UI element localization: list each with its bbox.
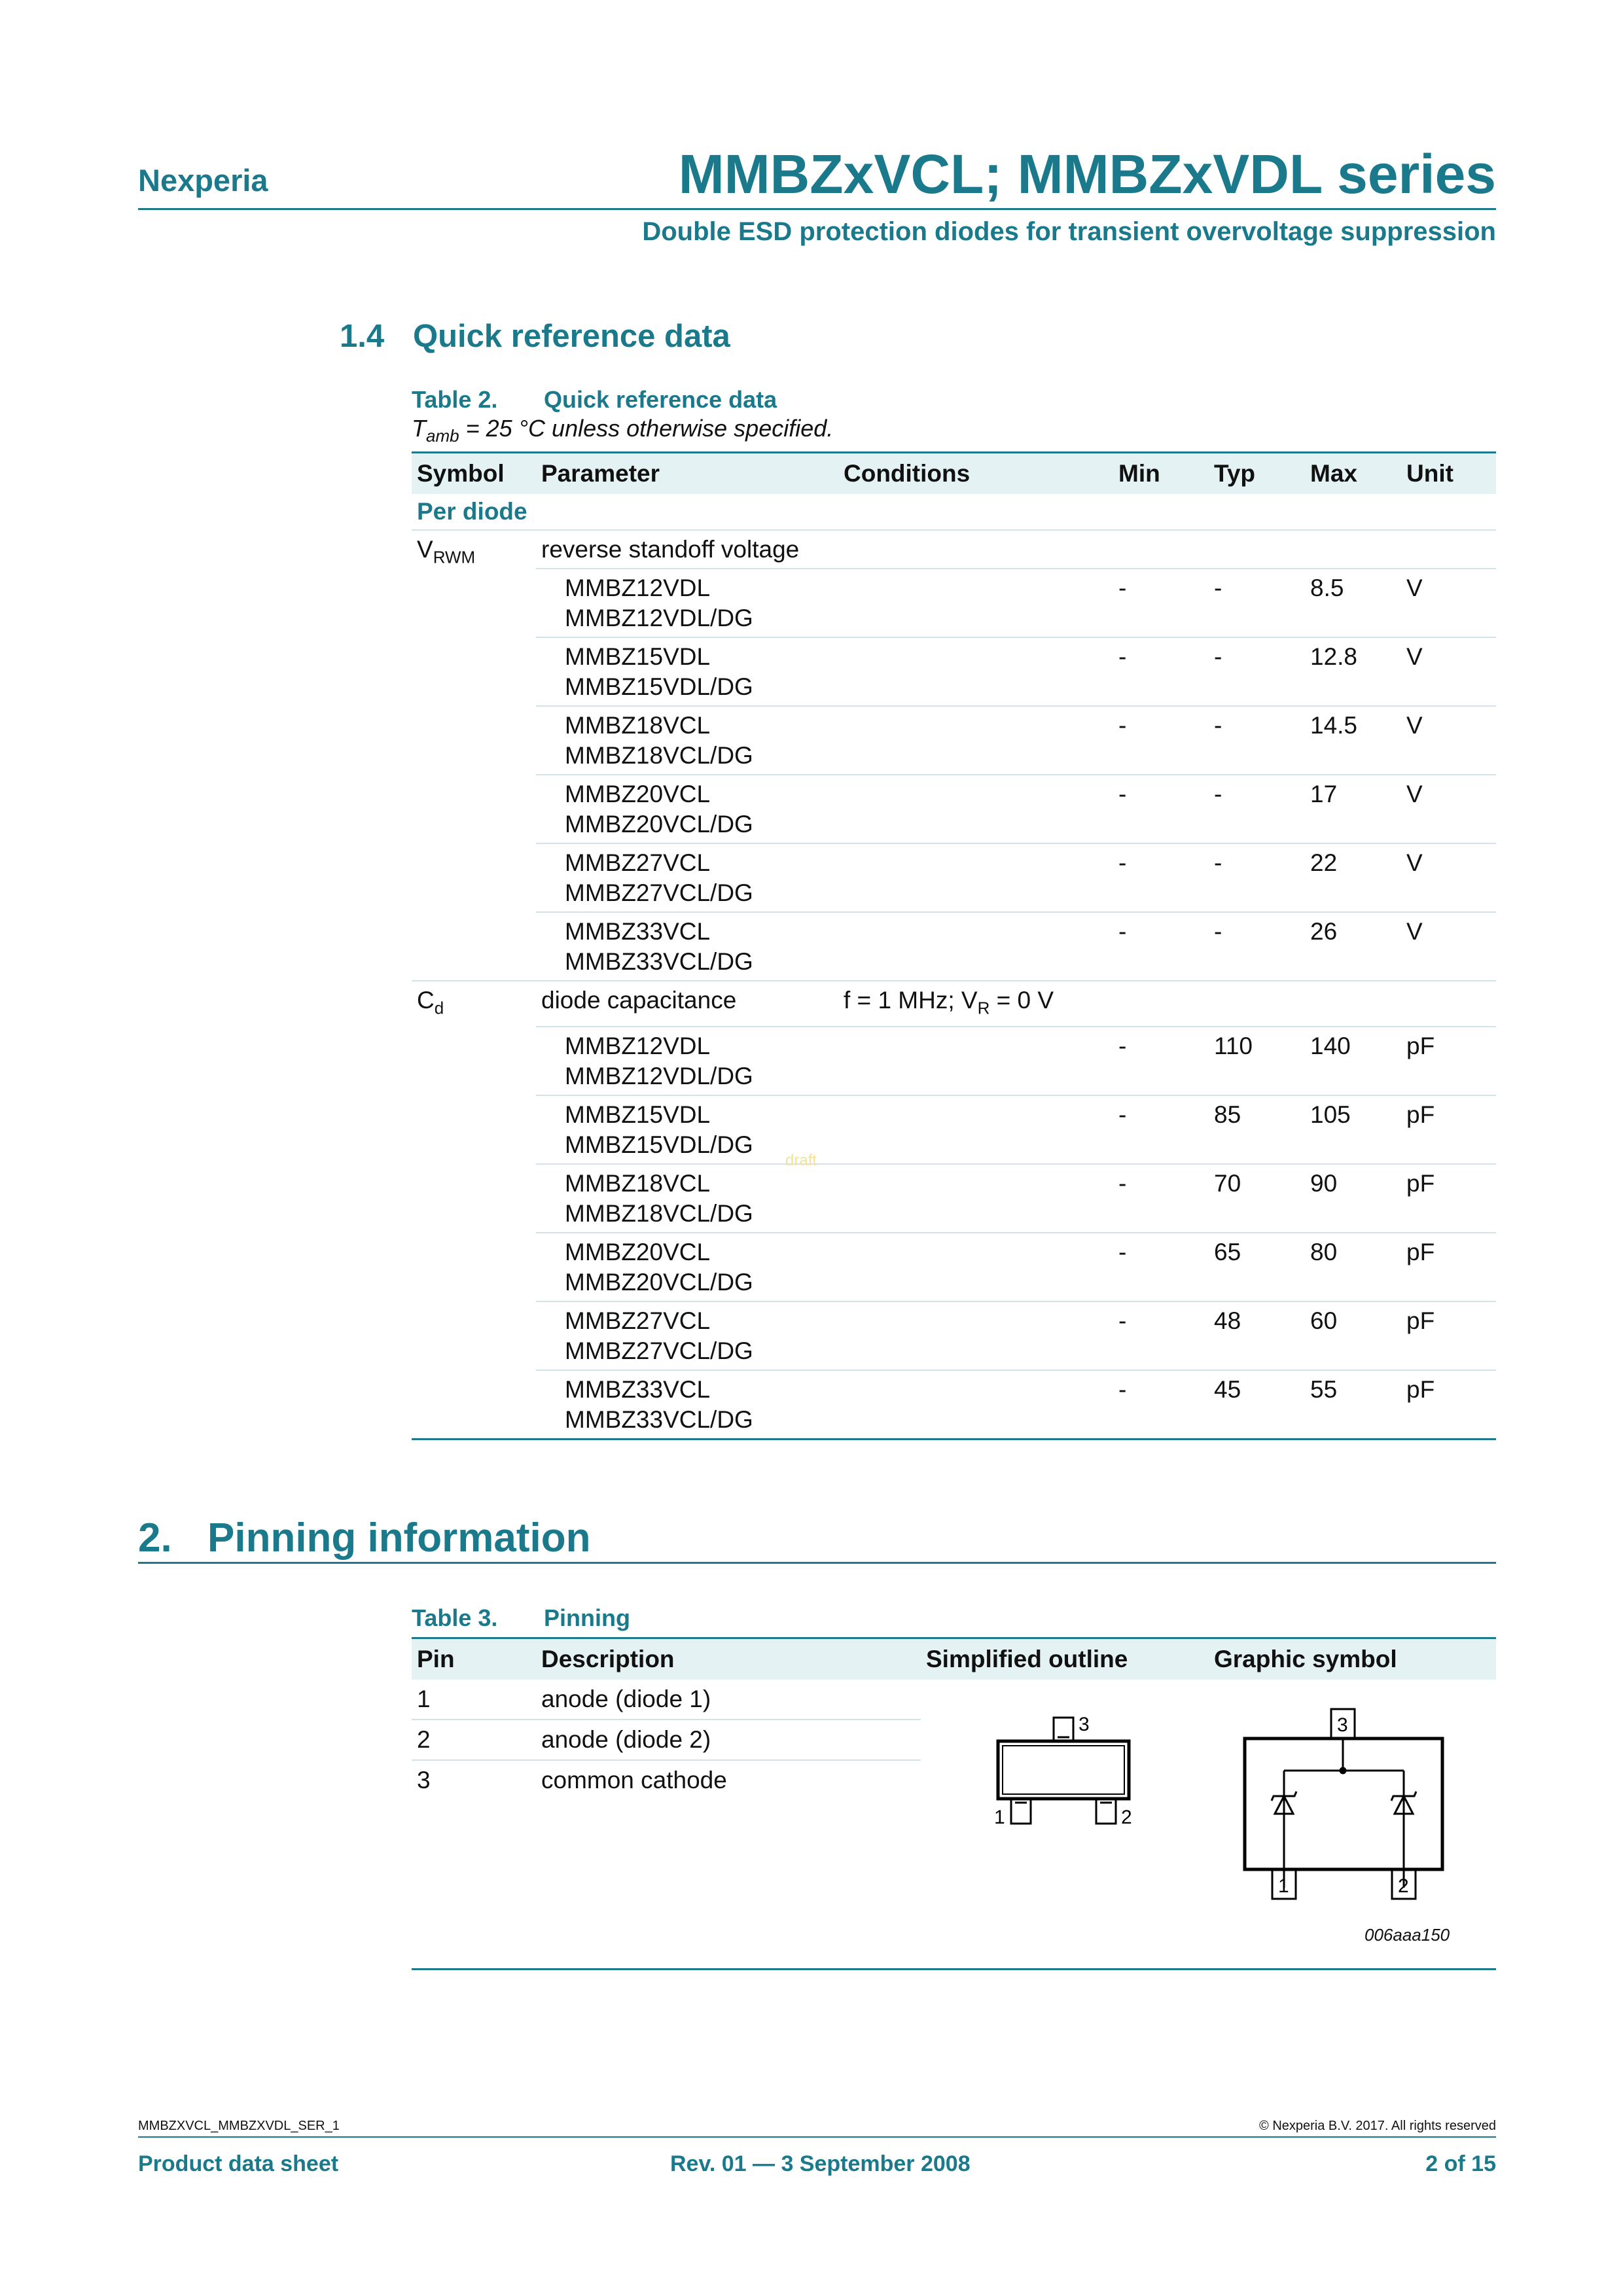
table3-bottom-rule [412,1968,1496,1970]
type-cell: MMBZ18VCL MMBZ18VCL/DG [536,706,838,775]
outline-pin3-label: 3 [1079,1714,1090,1735]
symbol-vrwm: $V_{RWM}$ [412,530,536,981]
min-cell: - [1113,775,1209,843]
table-row [412,1301,1496,1370]
section-heading-pinning [138,1515,591,1561]
min-cell: - [1113,1301,1209,1370]
footer-copyright: © Nexperia B.V. 2017. All rights reserved [1259,2119,1496,2133]
footer-revision: Rev. 01 — 3 September 2008 [670,2151,971,2176]
max-cell: 12.8 [1305,637,1401,706]
type-cell: MMBZ20VCL MMBZ20VCL/DG [536,775,838,843]
typ-cell: 70 [1209,1164,1305,1233]
description-cell: anode (diode 1) [541,1686,711,1712]
section-title: Pinning information [207,1515,591,1561]
watermark: draft [785,1152,817,1169]
type-cell: MMBZ33VCL MMBZ33VCL/DG [536,912,838,981]
table2-number: Table 2. [412,386,498,413]
pin-cell: 2 [412,1720,536,1760]
pin-cell: 3 [412,1760,536,1800]
unit-cell: pF [1401,1301,1496,1370]
outline-pin2-label: 2 [1121,1807,1132,1828]
unit-cell: V [1401,912,1496,981]
type-cell: MMBZ27VCL MMBZ27VCL/DG [536,843,838,912]
col-header-typ: Typ [1214,460,1256,487]
table-row [412,1233,1496,1301]
typ-cell: - [1209,912,1305,981]
min-cell: - [1113,1027,1209,1095]
table2-title: Quick reference data [544,386,777,413]
min-cell: - [1113,843,1209,912]
footer-document-type: Product data sheet [138,2151,339,2176]
typ-cell: - [1209,843,1305,912]
table-row [412,1027,1496,1095]
symbol-pin3-label: 3 [1337,1714,1348,1736]
symbol-cd: $C_d$ [412,981,536,1439]
typ-cell: 65 [1209,1233,1305,1301]
conditions-cd: f = 1 MHz; $V_R = 0$ V [838,981,1209,1027]
unit-cell: pF [1401,1164,1496,1233]
col-header-symbol: Symbol [417,460,505,487]
type-cell: MMBZ15VDL MMBZ15VDL/DG [536,637,838,706]
footer-divider [138,2136,1496,2138]
type-cell: MMBZ20VCL MMBZ20VCL/DG [536,1233,838,1301]
table-row [412,1095,1496,1164]
unit-cell: V [1401,637,1496,706]
max-cell: 22 [1305,843,1401,912]
col-header-parameter: Parameter [541,460,660,487]
figure-code: 006aaa150 [1364,1925,1450,1945]
min-cell: - [1113,1164,1209,1233]
table-header-row [412,1638,1496,1680]
type-cell: MMBZ12VDL MMBZ12VDL/DG [536,569,838,637]
type-cell: MMBZ12VDL MMBZ12VDL/DG [536,1027,838,1095]
document-title: MMBZxVCL; MMBZxVDL series [678,143,1496,205]
table3-caption [412,1604,630,1632]
min-cell: - [1113,637,1209,706]
col-header-description: Description [541,1646,675,1672]
max-cell: 80 [1305,1233,1401,1301]
section-heading-quick-reference [340,318,730,355]
type-cell: MMBZ18VCL MMBZ18VCL/DG [536,1164,838,1233]
min-cell: - [1113,912,1209,981]
typ-cell: 110 [1209,1027,1305,1095]
min-cell: - [1113,1095,1209,1164]
max-cell: 90 [1305,1164,1401,1233]
typ-cell: - [1209,569,1305,637]
unit-cell: V [1401,569,1496,637]
footer-page-number: 2 of 15 [1425,2151,1496,2176]
col-header-symbol: Graphic symbol [1214,1646,1397,1672]
unit-cell: pF [1401,1233,1496,1301]
max-cell: 8.5 [1305,569,1401,637]
max-cell: 26 [1305,912,1401,981]
table2-note [412,415,833,446]
document-subtitle: Double ESD protection diodes for transient overvoltage suppression [642,217,1496,246]
parameter-vrwm: reverse standoff voltage [536,530,838,569]
typ-cell: - [1209,706,1305,775]
min-cell: - [1113,706,1209,775]
description-cell: anode (diode 2) [536,1720,921,1760]
graphic-symbol-figure [1237,1708,1459,1914]
unit-cell: pF [1401,1370,1496,1439]
brand-name: Nexperia [138,163,268,198]
min-cell: - [1113,569,1209,637]
unit-cell: V [1401,775,1496,843]
unit-cell: V [1401,706,1496,775]
description-cell: common cathode [536,1760,921,1800]
package-body [998,1741,1129,1799]
group-row [412,494,1496,530]
col-header-min: Min [1118,460,1160,487]
max-cell: 17 [1305,775,1401,843]
unit-cell: pF [1401,1027,1496,1095]
table-row [412,637,1496,706]
outline-pin1-label: 1 [994,1807,1005,1828]
col-header-max: Max [1310,460,1357,487]
section-number: 2. [138,1515,172,1561]
group-label: Per diode [417,498,527,525]
max-cell: 140 [1305,1027,1401,1095]
header-divider [138,208,1496,210]
table-row [412,912,1496,981]
type-cell: MMBZ27VCL MMBZ27VCL/DG [536,1301,838,1370]
col-header-pin: Pin [417,1646,455,1672]
typ-cell: 48 [1209,1301,1305,1370]
table3-title: Pinning [544,1604,630,1631]
table-row [412,706,1496,775]
table-row [412,843,1496,912]
unit-cell: V [1401,843,1496,912]
table-header-row [412,453,1496,495]
symbol-pin1-label: 1 [1278,1875,1289,1897]
min-cell: - [1113,1233,1209,1301]
footer-document-id: MMBZXVCL_MMBZXVDL_SER_1 [138,2119,340,2133]
col-header-outline: Simplified outline [926,1646,1128,1672]
table-row [412,569,1496,637]
typ-cell: 85 [1209,1095,1305,1164]
symbol-pin2-label: 2 [1398,1875,1409,1897]
parameter-cd: diode capacitance [536,981,838,1027]
section-divider [138,1562,1496,1564]
table-row [412,1164,1496,1233]
table-row [412,530,1496,569]
note-symbol: T [412,415,426,442]
pin-cell: 1 [417,1686,431,1712]
table-row [412,775,1496,843]
note-symbol-sub: amb [426,426,459,446]
typ-cell: - [1209,775,1305,843]
max-cell: 105 [1305,1095,1401,1164]
table-row [412,1370,1496,1439]
table-row [412,981,1496,1027]
type-cell: MMBZ33VCL MMBZ33VCL/DG [536,1370,838,1439]
package-outline [1003,1746,1124,1794]
table2-caption [412,386,777,414]
note-text: = 25 °C unless otherwise specified. [459,415,834,442]
section-title: Quick reference data [413,319,730,354]
typ-cell: - [1209,637,1305,706]
conditions-cell [838,530,1113,569]
simplified-outline-figure [991,1711,1162,1845]
section-number: 1.4 [340,319,385,354]
unit-cell: pF [1401,1095,1496,1164]
max-cell: 55 [1305,1370,1401,1439]
min-cell: - [1113,1370,1209,1439]
table3-number: Table 3. [412,1604,498,1631]
max-cell: 60 [1305,1301,1401,1370]
col-header-unit: Unit [1406,460,1454,487]
col-header-conditions: Conditions [844,460,971,487]
max-cell: 14.5 [1305,706,1401,775]
typ-cell: 45 [1209,1370,1305,1439]
type-cell: MMBZ15VDL MMBZ15VDL/DG [536,1095,838,1164]
quick-reference-table [412,451,1496,1440]
